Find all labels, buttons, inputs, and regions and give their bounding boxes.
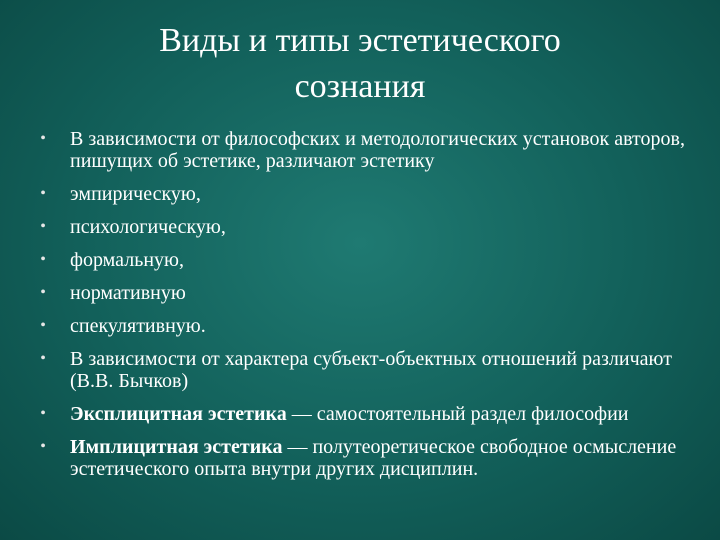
- slide-title-line-1: Виды и типы эстетического: [159, 22, 561, 59]
- list-item: [36, 249, 686, 271]
- bullet-icon: •: [40, 251, 46, 268]
- list-item-text: психологическую,: [70, 216, 226, 238]
- bullet-icon: •: [40, 284, 46, 301]
- list-item-text: В зависимости от характера субъект-объектных отношений различают (В.В. Бычков): [70, 348, 672, 392]
- list-item-text: спекулятивную.: [70, 315, 206, 337]
- bullet-icon: •: [40, 130, 46, 147]
- slide-title-line-2: сознания: [294, 68, 426, 105]
- list-item: [36, 403, 686, 425]
- list-item-term: Эксплицитная эстетика: [70, 403, 287, 425]
- list-item-text: формальную,: [70, 249, 184, 271]
- list-item: [36, 183, 686, 205]
- list-item: [36, 348, 686, 392]
- bullet-icon: •: [40, 185, 46, 202]
- slide-title: [60, 18, 660, 110]
- list-item-definition: — самостоятельный раздел философии: [286, 403, 629, 425]
- list-item-term: Имплицитная эстетика: [70, 436, 283, 458]
- bullet-list: [36, 128, 686, 491]
- bullet-icon: •: [40, 218, 46, 235]
- list-item-definition: — полутеоретическое свободное осмысление эстетического опыта внутри других дисциплин.: [70, 436, 677, 480]
- bullet-icon: •: [40, 438, 46, 455]
- list-item-text: нормативную: [70, 282, 186, 304]
- list-item: [36, 315, 686, 337]
- list-item: [36, 128, 686, 172]
- list-item: [36, 216, 686, 238]
- bullet-icon: •: [40, 317, 46, 334]
- list-item-text: эмпирическую,: [70, 183, 201, 205]
- bullet-icon: •: [40, 405, 46, 422]
- list-item: [36, 436, 686, 480]
- list-item: [36, 282, 686, 304]
- list-item-text: В зависимости от философских и методологических установок авторов, пишущих об эстетике, различают эстетику: [70, 128, 685, 172]
- bullet-icon: •: [40, 350, 46, 367]
